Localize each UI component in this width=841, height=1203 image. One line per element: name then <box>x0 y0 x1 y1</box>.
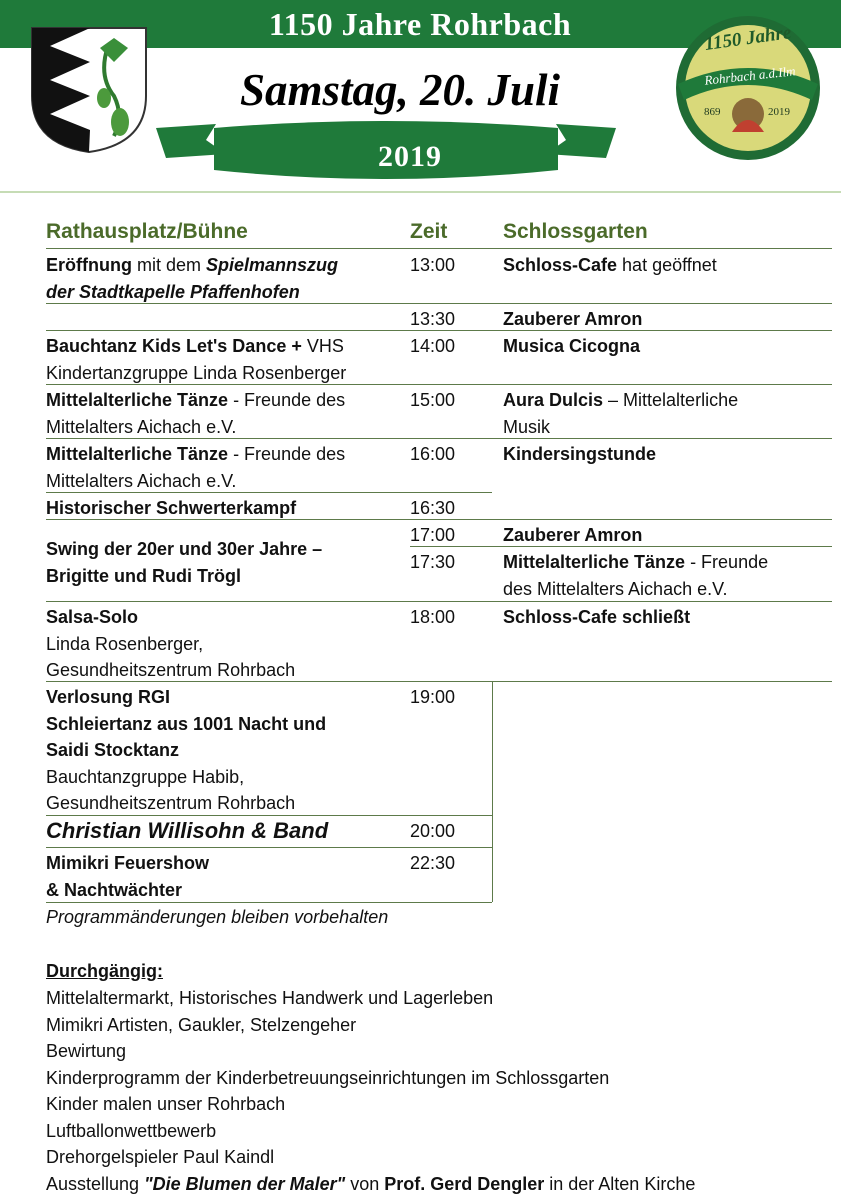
headliner: Christian Willisohn & Band <box>46 818 329 843</box>
time-cell: 16:30 <box>410 498 456 518</box>
time-cell: 17:00 <box>410 525 456 545</box>
badge-ribbon-text: Rohrbach a.d.Ilm <box>703 63 797 88</box>
time-cell: 19:00 <box>410 687 456 707</box>
coat-of-arms-icon <box>30 26 148 154</box>
program-note: Programmänderungen bleiben vorbehalten <box>46 907 389 927</box>
badge-right-year: 2019 <box>768 106 790 118</box>
table-row: Eröffnung mit dem Spielmannszug der Stadtkapelle Pfaffenhofen <box>46 255 339 302</box>
table-row: Mimikri Feuershow & Nachtwächter <box>46 853 210 900</box>
time-cell: 22:30 <box>410 853 456 873</box>
list-item: Kinderprogramm der Kinderbetreuungseinrichtungen im Schlossgarten <box>46 1067 610 1088</box>
table-row: Bauchtanz Kids Let's Dance + VHS Kindertanzgruppe Linda Rosenberger <box>46 336 347 383</box>
list-item: Ausstellung "Die Blumen der Maler" von Prof. Gerd Dengler in der Alten Kirche <box>46 1173 696 1194</box>
continuous-program <box>46 958 836 1197</box>
time-cell: 20:00 <box>410 821 456 841</box>
table-row: Salsa-Solo Linda Rosenberger, Gesundheitszentrum Rohrbach <box>46 607 296 680</box>
garden-cell: Kindersingstunde <box>503 444 657 464</box>
time-cell: 16:00 <box>410 444 456 464</box>
time-cell: 13:30 <box>410 309 456 329</box>
table-row: Historischer Schwerterkampf <box>46 498 297 518</box>
garden-cell: Zauberer Amron <box>503 525 643 545</box>
list-item: Bewirtung <box>46 1041 127 1061</box>
year-label: 2019 <box>378 140 442 173</box>
table-row: Verlosung RGI Schleiertanz aus 1001 Nacht und Saidi Stocktanz Bauchtanzgruppe Habib, Gesundheitszentrum Rohrbach <box>46 687 327 813</box>
list-item: Mittelaltermarkt, Historisches Handwerk und Lagerleben <box>46 988 494 1008</box>
list-item: Luftballonwettbewerb <box>46 1120 217 1141</box>
column-header-time: Zeit <box>410 220 448 243</box>
row-divider <box>46 847 492 848</box>
row-divider <box>46 248 832 249</box>
continuous-title: Durchgängig: <box>46 961 163 981</box>
list-item: Drehorgelspieler Paul Kaindl <box>46 1147 275 1167</box>
time-cell: 14:00 <box>410 336 456 356</box>
badge-top-text: 1150 Jahre <box>703 22 793 55</box>
list-item: Kinder malen unser Rohrbach <box>46 1094 286 1114</box>
time-cell: 17:30 <box>410 552 456 572</box>
garden-cell: Schloss-Cafe schließt <box>503 607 691 627</box>
column-header-garden: Schlossgarten <box>503 220 648 243</box>
time-cell: 13:00 <box>410 255 456 275</box>
garden-cell: Musica Cicogna <box>503 336 641 356</box>
list-item: Mimikri Artisten, Gaukler, Stelzengeher <box>46 1014 357 1035</box>
garden-cell: Schloss-Cafe hat geöffnet <box>503 255 717 275</box>
garden-cell: Aura Dulcis – Mittelalterliche Musik <box>503 390 739 437</box>
garden-cell: Zauberer Amron <box>503 309 643 329</box>
garden-cell: Mittelalterliche Tänze - Freunde des Mittelalters Aichach e.V. <box>503 552 769 599</box>
header-divider <box>0 191 841 193</box>
column-divider <box>492 681 493 902</box>
time-cell: 18:00 <box>410 607 456 627</box>
badge-left-year: 869 <box>704 106 721 118</box>
table-row: Mittelalterliche Tänze - Freunde des Mittelalters Aichach e.V. <box>46 390 346 437</box>
event-date: Samstag, 20. Juli <box>239 65 561 115</box>
column-header-stage: Rathausplatz/Bühne <box>46 220 248 243</box>
event-title: 1150 Jahre Rohrbach <box>268 6 572 42</box>
table-row: Mittelalterliche Tänze - Freunde des Mittelalters Aichach e.V. <box>46 444 346 491</box>
table-row: Swing der 20er und 30er Jahre – Brigitte und Rudi Trögl <box>46 539 323 586</box>
time-cell: 15:00 <box>410 390 456 410</box>
